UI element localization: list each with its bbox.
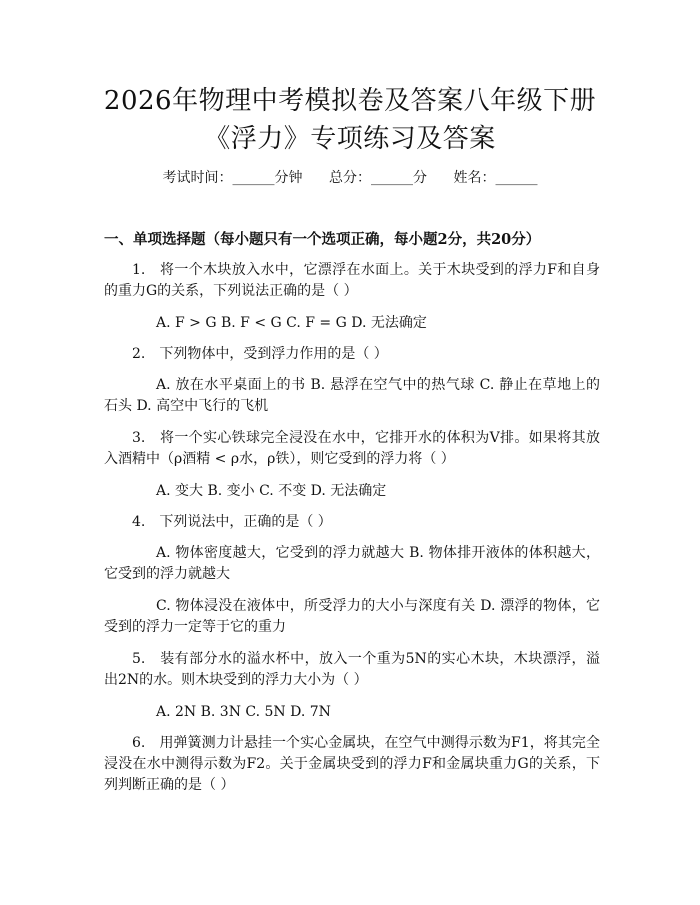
question-1: 1. 将一个木块放入水中，它漂浮在水面上。关于木块受到的浮力F和自身的重力G的关系，下列说法正确的是（ ）: [104, 262, 600, 299]
student-name: 姓名：______: [453, 170, 538, 186]
question-4-options-ab: A. 物体密度越大，它受到的浮力就越大 B. 物体排开液体的体积越大，它受到的浮力就越大: [104, 545, 600, 582]
question-5-options: A. 2N B. 3N C. 5N D. 7N: [156, 704, 331, 720]
question-1-options: A. F > G B. F < G C. F = G D. 无法确定: [156, 315, 427, 331]
question-3: 3. 将一个实心铁球完全浸没在水中，它排开水的体积为V排。如果将其放入酒精中（ρ酒精 < ρ水，ρ铁），则它受到的浮力将（ ）: [104, 430, 600, 467]
question-4: 4. 下列说法中，正确的是（ ）: [132, 514, 332, 530]
question-2: 2. 下列物体中，受到浮力作用的是（ ）: [132, 346, 388, 362]
document-title-line2: 《浮力》专项练习及答案: [204, 124, 496, 154]
section-heading: 一、单项选择题（每小题只有一个选项正确，每小题2分，共20分）: [104, 231, 541, 248]
document-title-line1: 2026年物理中考模拟卷及答案八年级下册: [103, 86, 597, 116]
exam-time: 考试时间：______分钟: [162, 170, 303, 186]
question-3-options: A. 变大 B. 变小 C. 不变 D. 无法确定: [156, 483, 387, 499]
question-6: 6. 用弹簧测力计悬挂一个实心金属块，在空气中测得示数为F1，将其完全浸没在水中测得示数为F2。关于金属块受到的浮力F和金属块重力G的关系，下列判断正确的是（ ）: [104, 735, 600, 793]
question-5: 5. 装有部分水的溢水杯中，放入一个重为5N的实心木块，木块漂浮，溢出2N的水。则木块受到的浮力大小为（ ）: [104, 651, 600, 688]
exam-info: [0, 168, 700, 188]
question-4-options-cd: C. 物体浸没在液体中，所受浮力的大小与深度有关 D. 漂浮的物体，它受到的浮力一定等于它的重力: [104, 598, 600, 635]
question-2-options: A. 放在水平桌面上的书 B. 悬浮在空气中的热气球 C. 静止在草地上的石头 D. 高空中飞行的飞机: [104, 377, 600, 414]
exam-total-score: 总分：______分: [329, 170, 427, 186]
